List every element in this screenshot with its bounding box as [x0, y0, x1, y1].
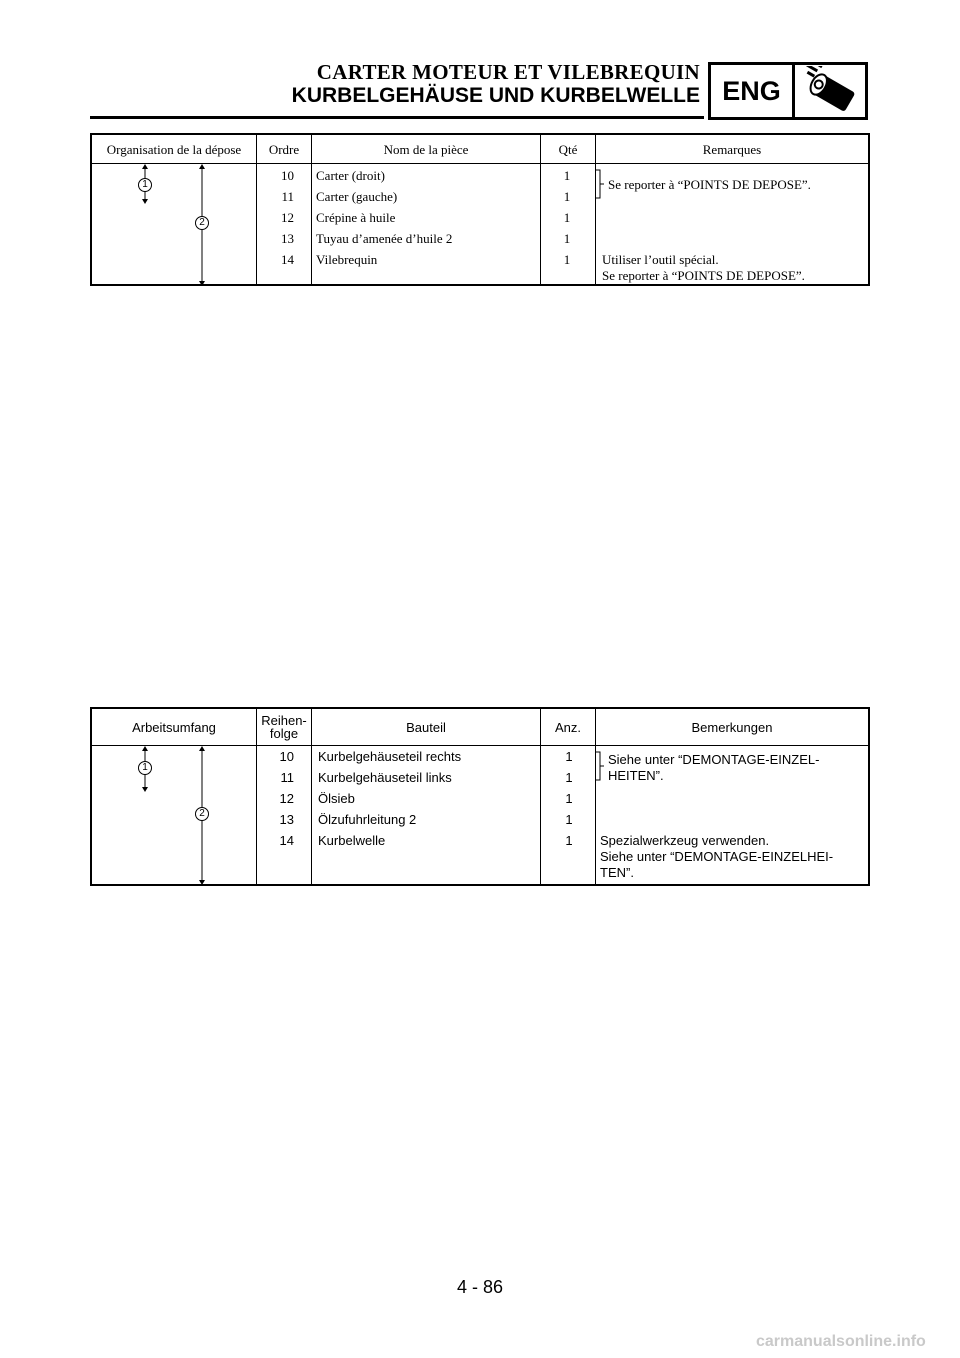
remark-text: Se reporter à “POINTS DE DEPOSE”. [602, 268, 805, 283]
section-title-french: CARTER MOTEUR ET VILEBREQUIN [316, 60, 700, 84]
row-order: 13 [279, 812, 294, 827]
remark-text: TEN”. [600, 865, 634, 880]
row-name: Kurbelwelle [318, 833, 386, 848]
row-name: Tuyau d’amenée d’huile 2 [316, 231, 453, 246]
sequence-arrows [92, 746, 256, 889]
row-qty: 1 [565, 770, 573, 785]
row-name: Kurbelgehäuseteil rechts [318, 749, 462, 764]
row-name: Kurbelgehäuseteil links [318, 770, 452, 785]
removal-table-french [90, 133, 870, 286]
header-name: Nom de la pièce [383, 141, 469, 157]
badge-label: ENG [711, 65, 795, 117]
row-qty: 1 [563, 210, 571, 225]
table-header [92, 135, 868, 164]
row-qty: 1 [563, 189, 571, 204]
remark-text: Se reporter à “POINTS DE DEPOSE”. [608, 177, 811, 192]
sequence-arrows [92, 164, 256, 289]
header-order [257, 709, 311, 745]
row-name: Crépine à huile [316, 210, 396, 225]
row-order: 12 [279, 791, 294, 806]
table-header [92, 709, 868, 746]
row-order: 12 [281, 210, 294, 225]
header-org: Arbeitsumfang [132, 719, 216, 735]
row-order: 11 [280, 770, 294, 785]
row-order: 14 [279, 833, 294, 848]
remark-text: Siehe unter “DEMONTAGE-EINZELHEI- [600, 849, 834, 864]
marker-1: 1 [138, 178, 152, 192]
header-qty: Anz. [554, 719, 581, 735]
marker-2: 2 [195, 216, 209, 230]
header-remarks: Remarques [702, 141, 762, 157]
row-name: Vilebrequin [316, 252, 378, 267]
row-qty: 1 [563, 231, 571, 246]
row-order: 11 [281, 189, 294, 204]
header-rule [90, 116, 704, 119]
engine-piston-icon [795, 65, 865, 117]
row-name: Ölzufuhrleitung 2 [318, 812, 417, 827]
header-order-line2: folge [269, 726, 299, 741]
row-qty: 1 [565, 812, 573, 827]
row-qty: 1 [565, 749, 573, 764]
remark-text: Utiliser l’outil spécial. [602, 252, 719, 267]
section-title-german: KURBELGEHÄUSE UND KURBELWELLE [291, 84, 700, 107]
remark-text: Spezialwerkzeug verwenden. [600, 833, 770, 848]
remark-text: HEITEN”. [608, 768, 664, 783]
page-number: 4 - 86 [456, 1277, 504, 1297]
header-order-line1: Reihen- [261, 713, 307, 728]
marker-2: 2 [195, 807, 209, 821]
row-order: 14 [281, 252, 294, 267]
watermark: carmanualsonline.info [756, 1333, 926, 1350]
row-qty: 1 [565, 833, 573, 848]
header-qty: Qté [558, 141, 578, 157]
removal-table-german [90, 707, 870, 886]
row-name: Carter (gauche) [316, 189, 398, 204]
marker-1: 1 [138, 761, 152, 775]
header-remarks: Bemerkungen [691, 719, 773, 735]
header-name: Bauteil [406, 719, 446, 735]
header-order: Ordre [268, 141, 300, 157]
row-qty: 1 [563, 168, 571, 183]
row-order: 10 [281, 168, 294, 183]
section-badge [708, 62, 868, 120]
row-name: Ölsieb [318, 791, 355, 806]
header-org: Organisation de la dépose [106, 141, 242, 157]
row-name: Carter (droit) [316, 168, 385, 183]
row-order: 10 [279, 749, 294, 764]
row-order: 13 [281, 231, 294, 246]
remark-bracket [594, 750, 604, 782]
remark-text: Siehe unter “DEMONTAGE-EINZEL- [608, 752, 820, 767]
row-qty: 1 [565, 791, 573, 806]
row-qty: 1 [563, 252, 571, 267]
remark-bracket [594, 168, 604, 200]
